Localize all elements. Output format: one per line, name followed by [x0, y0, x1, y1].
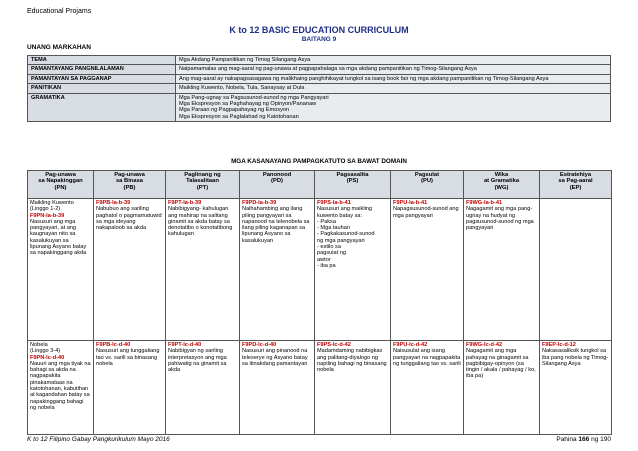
- section-label: UNANG MARKAHAN: [27, 44, 91, 51]
- footer-note: K to 12 Filipino Gabay Pangkurikulum Mayo 2016: [27, 436, 170, 443]
- page-label: Pahina: [556, 436, 577, 443]
- table-cell: [540, 199, 612, 341]
- summary-key: PANITIKAN: [28, 84, 176, 93]
- competency-code: F9PD-Ia-b-39: [242, 200, 277, 206]
- cell-text: Naisusulat ang isang pangyayari na nagpapakita ng tunggaliang tao vs. sarili: [393, 348, 461, 367]
- cell-text: Nagagamit ang mga pang-ugnay na hudyat ng pagsusunod-sunod ng mga pangyayari: [466, 206, 534, 232]
- cell-text: Nasusuri ang mga pangyayari, at ang kaugnayan nito sa kasalukuyan sa lipunang Asyano batay sa napakinggang akda: [30, 218, 87, 257]
- page-subtitle: BAITANG 9: [301, 36, 337, 43]
- table-cell: [391, 199, 464, 341]
- summary-key: GRAMATIKA: [28, 93, 176, 122]
- competency-code: F9PS-Ia-b-41: [317, 200, 351, 206]
- competency-code: F9PU-Ia-b-41: [393, 200, 428, 206]
- summary-key: TEMA: [28, 56, 176, 65]
- cell-text: Nabibigyang- kahulugan ang mahirap na salitang ginamit sa akda batay sa denotatibo o konotatibong kahulugan: [168, 206, 233, 238]
- competency-code: F9PS-Ic-d-42: [317, 342, 351, 348]
- summary-value: Ang mag-aaral ay nakapagsasagawa ng malikhaing panghihikayat tungkol sa isang book fair ng mga akdang pampanitikan ng Timog-Silangang Asya: [176, 74, 611, 83]
- competency-code: F9WG-Ia-b-41: [466, 200, 503, 206]
- competency-code: F9PT-Ia-b-39: [168, 200, 202, 206]
- cell-text: Nasusuri ang tunggaliang tao vs. sarili sa binasang nobela: [96, 348, 160, 367]
- brand-label: Educational Projams: [27, 8, 92, 15]
- table-cell: [540, 341, 612, 435]
- table-cell: [166, 199, 240, 341]
- summary-value: Naipamamalas ang mag-aaral ng pag-unawa at pagpapahalaga sa mga akdang pampanitikan ng Timog-Silangang Asya: [176, 65, 611, 74]
- competency-code: F9PU-Ic-d-42: [393, 342, 428, 348]
- table-cell: [240, 341, 315, 435]
- domain-title: MGA KASANAYANG PAMPAGKATUTO SA BAWAT DOMAIN: [231, 158, 407, 165]
- competency-code: F9PB-Ic-d-40: [96, 342, 131, 348]
- table-cell: [28, 199, 94, 341]
- page-current: 166: [578, 436, 590, 443]
- page-total: 190: [600, 436, 611, 443]
- table-header-row: [28, 171, 612, 199]
- column-header: Estratehiya sa Pag-aaral (EP): [540, 171, 612, 199]
- summary-key: PAMANTAYAN SA PAGGANAP: [28, 74, 176, 83]
- cell-text: Maikling Kuwento (Linggo 1-2): [30, 200, 74, 213]
- cell-text: Naihahambing ang ilang piling pangyayari sa napanood na telenobela sa ilang piling kaganapan sa lipunang Asyano sa kasalukuyan: [242, 206, 310, 244]
- table-cell: [391, 341, 464, 435]
- table-cell: [315, 199, 391, 341]
- column-header: Paglinang ng Talasalitaan (PT): [166, 171, 240, 199]
- table-cell: [240, 199, 315, 341]
- column-header: Pag-unawa sa Binasa (PB): [94, 171, 166, 199]
- page-of-label: ng: [591, 436, 599, 443]
- summary-row: [28, 84, 611, 93]
- column-header: Pag-unawa sa Napakinggan (PN): [28, 171, 94, 199]
- cell-text: Nauuri ang mga tiyak na bahagi sa akda na nagpapakita pinakamataas na katotohanan, kabutihan at kagandahan batay sa napakinggang bahagi ng nobela: [30, 360, 91, 411]
- cell-text: Nagagamit ang mga pahayag na ginagamit sa pagbibigay-opinyon (sa tingin / akala / pahayag / ko, iba pa): [466, 348, 536, 380]
- summary-row: [28, 56, 611, 65]
- summary-value: Maikling Kuwento, Nobela, Tula, Sanaysay at Dula: [176, 84, 611, 93]
- cell-text: Nasusuri ang pinanood na teleserye ng Asyano batay sa itinakdang pamantayan: [242, 348, 308, 367]
- summary-value: Mga Akdang Pampanitikan ng Timog Silangang Asya: [176, 56, 611, 65]
- summary-row: [28, 74, 611, 83]
- cell-text: Nasusuri ang maikling kuwento batay sa: - Paksa - Mga tauhan - Pagkakasunod-sunod ng mga pangyayari - estilo sa pagsulat ng awtor - iba pa: [317, 206, 375, 269]
- competency-code: F9PD-Ic-d-40: [242, 342, 277, 348]
- table-row: [28, 341, 612, 435]
- table-cell: [28, 341, 94, 435]
- column-header: Pagsasalita (PS): [315, 171, 391, 199]
- column-header: Pagsulat (PU): [391, 171, 464, 199]
- table-cell: [94, 341, 166, 435]
- table-cell: [94, 199, 166, 341]
- summary-key: PAMANTAYANG PANGNILALAMAN: [28, 65, 176, 74]
- summary-table: [27, 55, 611, 122]
- table-cell: [464, 199, 540, 341]
- competency-code: F9PB-Ia-b-39: [96, 200, 131, 206]
- competency-code: F9EP-Ic-d-12: [542, 342, 576, 348]
- competency-table: [27, 170, 612, 435]
- cell-text: Nabubuo ang sariling paghatol o pagmamatuwid sa mga ideyang nakapaloob sa akda: [96, 206, 162, 232]
- competency-code: F9WG-Ic-d-42: [466, 342, 503, 348]
- summary-value: Mga Pang-ugnay sa Pagsusunod-sunod ng mga Pangyayari Mga Ekspresyon sa Paghahayag ng Opinyon/Pananaw Mga Paraan ng Pagpapahayag ng Emosyon Mga Ekspresyon sa Paglalahad ng Katotohanan: [176, 93, 611, 122]
- summary-row: [28, 65, 611, 74]
- competency-code: F9PN-Ic-d-40: [30, 354, 65, 361]
- table-row: [28, 199, 612, 341]
- table-cell: [464, 341, 540, 435]
- page-title: K to 12 BASIC EDUCATION CURRICULUM: [229, 25, 409, 35]
- cell-text: Nabibigyan ng sariling interpretasyon ang mga pahiwatig na ginamit sa akda: [168, 348, 227, 374]
- page-number: [556, 436, 611, 443]
- table-cell: [315, 341, 391, 435]
- cell-text: Nobela (Linggo 3-4): [30, 342, 61, 355]
- cell-text: Napagsusunod-sunod ang mga pangyayari: [393, 206, 459, 219]
- table-cell: [166, 341, 240, 435]
- summary-row: [28, 93, 611, 122]
- cell-text: Madamdaming nabibigkas ang palitang-diyalogo ng napiling bahagi ng binasang nobela: [317, 348, 387, 374]
- column-header: Wika at Gramatika (WG): [464, 171, 540, 199]
- competency-code: F9PT-Ic-d-40: [168, 342, 202, 348]
- column-header: Panonood (PD): [240, 171, 315, 199]
- competency-code: F9PN-Ia-b-39: [30, 212, 65, 219]
- cell-text: Nakasasaliksik tungkol sa iba pang nobela ng Timog-Silangang Asya: [542, 348, 609, 367]
